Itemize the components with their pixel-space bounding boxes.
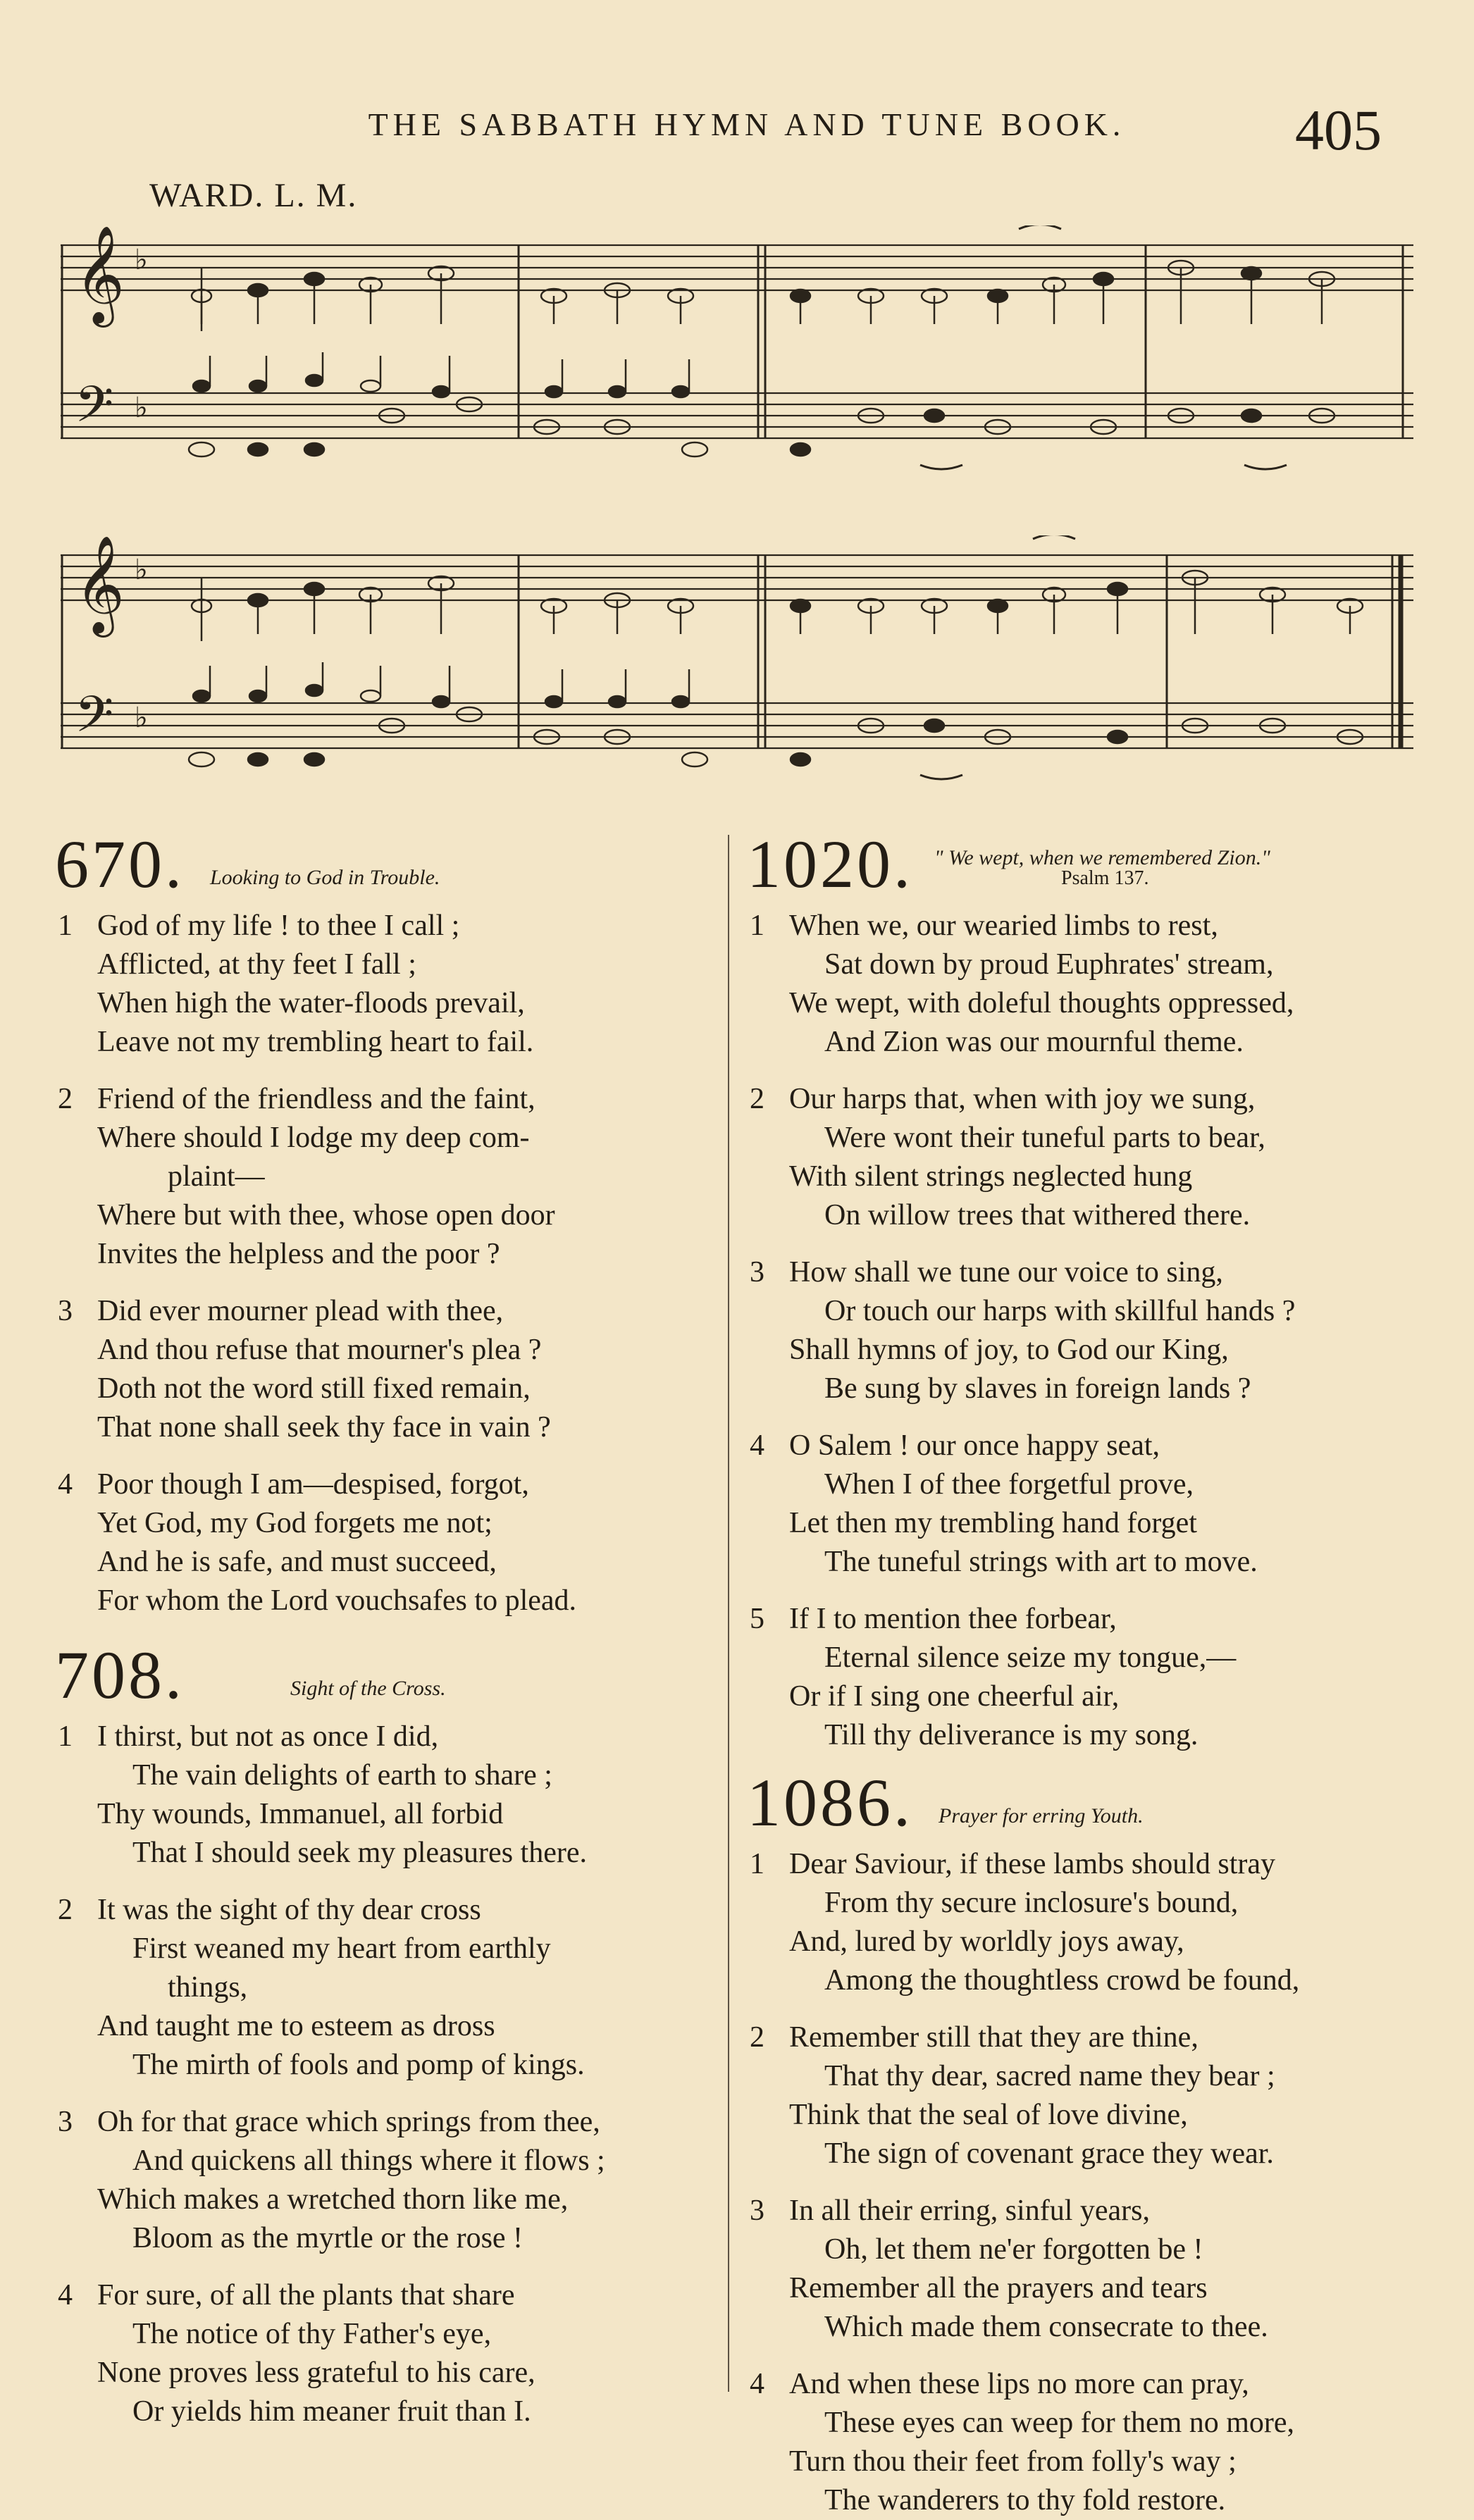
- verse-line: When I of thee forgetful prove,: [824, 1468, 1194, 1501]
- verse-line: O Salem ! our once happy seat,: [789, 1429, 1160, 1462]
- verse-line: The tuneful strings with art to move.: [824, 1546, 1258, 1578]
- hymn-number: 1086.: [747, 1765, 913, 1840]
- hymn-heading: [747, 826, 1402, 902]
- svg-text:♭: ♭: [135, 244, 148, 276]
- verse-line: Or yields him meaner fruit than I.: [132, 2395, 531, 2428]
- hymn-708: [55, 1639, 710, 2431]
- hymn-1086: [747, 1766, 1402, 2520]
- hymn-subtitle: Sight of the Cross.: [290, 1677, 446, 1700]
- verse-line: And thou refuse that mourner's plea ?: [97, 1334, 542, 1366]
- verse-line: For whom the Lord vouchsafes to plead.: [97, 1584, 577, 1617]
- verse-line: Or touch our harps with skillful hands ?: [824, 1295, 1296, 1327]
- verse: [747, 1845, 1402, 2000]
- score-svg-1: [61, 225, 1413, 479]
- verse-line: Or if I sing one cheerful air,: [789, 1680, 1120, 1713]
- verse-number: 3: [750, 1256, 764, 1289]
- verse-line: From thy secure inclosure's bound,: [824, 1887, 1239, 1919]
- verse-line: Remember still that they are thine,: [789, 2021, 1199, 2054]
- verse: [747, 1080, 1402, 1235]
- verse-line: Leave not my trembling heart to fail.: [97, 1026, 534, 1058]
- svg-text:♭: ♭: [135, 702, 148, 734]
- page-number: 405: [1295, 98, 1382, 162]
- verse-number: 3: [58, 1295, 73, 1327]
- verse-number: 5: [750, 1603, 764, 1635]
- verse-line: First weaned my heart from earthly: [132, 1932, 551, 1965]
- verse-number: 1: [58, 910, 73, 942]
- verse-line: If I to mention thee forbear,: [789, 1603, 1117, 1635]
- verse-number: 1: [750, 910, 764, 942]
- verse-line: Yet God, my God forgets me not;: [97, 1507, 493, 1539]
- verse-line: Eternal silence seize my tongue,—: [824, 1641, 1237, 1674]
- verse-line: The mirth of fools and pomp of kings.: [132, 2049, 585, 2081]
- verse-line: With silent strings neglected hung: [789, 1160, 1193, 1193]
- verse-number: 3: [750, 2195, 764, 2227]
- hymn-heading: [55, 826, 710, 902]
- verse-line: It was the sight of thy dear cross: [97, 1894, 481, 1926]
- verse-line: Afflicted, at thy feet I fall ;: [97, 948, 416, 981]
- verse-line: Where but with thee, whose open door: [97, 1199, 555, 1231]
- verse-line: Which made them consecrate to thee.: [824, 2311, 1268, 2343]
- left-column: [55, 828, 710, 2431]
- verse-line: These eyes can weep for them no more,: [824, 2407, 1295, 2439]
- verse-line: God of my life ! to thee I call ;: [97, 910, 460, 942]
- verse-line: How shall we tune our voice to sing,: [789, 1256, 1223, 1289]
- verse-line: Friend of the friendless and the faint,: [97, 1083, 535, 1115]
- verse-line: Did ever mourner plead with thee,: [97, 1295, 504, 1327]
- verse-line: And he is safe, and must succeed,: [97, 1546, 497, 1578]
- verse: [747, 2365, 1402, 2520]
- verse-line: None proves less grateful to his care,: [97, 2357, 535, 2389]
- verse-line: And Zion was our mournful theme.: [824, 1026, 1244, 1058]
- svg-text:𝄢: 𝄢: [75, 685, 114, 756]
- verse: [747, 907, 1402, 1062]
- verse-number: 4: [750, 1429, 764, 1462]
- verse-number: 4: [58, 2279, 73, 2311]
- verse-line: Oh, let them ne'er forgotten be !: [824, 2233, 1203, 2266]
- verse-number: 2: [750, 2021, 764, 2054]
- verse-line: Dear Saviour, if these lambs should stray: [789, 1848, 1276, 1880]
- verse-line: The vain delights of earth to share ;: [132, 1759, 552, 1792]
- hymn-670: [55, 828, 710, 1620]
- verse-line: Poor though I am—despised, forgot,: [97, 1468, 529, 1501]
- svg-text:𝄞: 𝄞: [75, 225, 125, 323]
- svg-text:♭: ♭: [135, 392, 148, 424]
- hymn-heading: [747, 1765, 1402, 1840]
- music-score-system-1: [61, 225, 1413, 479]
- verse-line: That thy dear, sacred name they bear ;: [824, 2060, 1275, 2092]
- hymn-number: 670.: [55, 826, 185, 902]
- verse: [747, 1427, 1402, 1582]
- verse-line: Oh for that grace which springs from thee,: [97, 2106, 600, 2138]
- column-divider: [728, 835, 729, 2392]
- verse: [55, 1292, 710, 1447]
- verse-line: I thirst, but not as once I did,: [97, 1720, 439, 1753]
- hymn-subtitle: Prayer for erring Youth.: [939, 1804, 1144, 1827]
- verse: [747, 2018, 1402, 2173]
- verse-number: 1: [750, 1848, 764, 1880]
- verse: [55, 907, 710, 1062]
- verse-line: And quickens all things where it flows ;: [132, 2145, 605, 2177]
- verse-line: Among the thoughtless crowd be found,: [824, 1964, 1300, 1997]
- verse-number: 2: [58, 1894, 73, 1926]
- verse: [55, 1465, 710, 1620]
- verse-line: We wept, with doleful thoughts oppressed,: [789, 987, 1294, 1019]
- hymn-heading: [55, 1637, 710, 1713]
- svg-text:𝄞: 𝄞: [75, 535, 125, 633]
- verse-line: Turn thou their feet from folly's way ;: [789, 2445, 1237, 2478]
- verse-line: And when these lips no more can pray,: [789, 2368, 1249, 2400]
- verse-line: Which makes a wretched thorn like me,: [97, 2183, 569, 2216]
- verse-line: things,: [168, 1971, 248, 2004]
- svg-text:𝄢: 𝄢: [75, 375, 114, 446]
- verse-line: The wanderers to thy fold restore.: [824, 2484, 1226, 2516]
- verse-line: In all their erring, sinful years,: [789, 2195, 1150, 2227]
- right-column: [747, 828, 1402, 2520]
- verse-line: Sat down by proud Euphrates' stream,: [824, 948, 1274, 981]
- hymn-1020: [747, 828, 1402, 1755]
- music-score-system-2: [61, 535, 1413, 789]
- verse-number: 4: [58, 1468, 73, 1501]
- verse-number: 3: [58, 2106, 73, 2138]
- verse-line: Bloom as the myrtle or the rose !: [132, 2222, 524, 2254]
- verse-line: On willow trees that withered there.: [824, 1199, 1251, 1231]
- running-head: THE SABBATH HYMN AND TUNE BOOK.: [368, 106, 1126, 142]
- verse-line: Our harps that, when with joy we sung,: [789, 1083, 1256, 1115]
- verse: [55, 2103, 710, 2258]
- verse-line: The sign of covenant grace they wear.: [824, 2137, 1274, 2170]
- verse: [55, 1080, 710, 1274]
- verse: [55, 1718, 710, 1873]
- verse-line: And, lured by worldly joys away,: [789, 1925, 1184, 1958]
- hymn-subtitle: " We wept, when we remembered Zion.": [934, 846, 1270, 869]
- verse-line: And taught me to esteem as dross: [97, 2010, 495, 2042]
- svg-text:♭: ♭: [135, 554, 148, 586]
- verse-line: Were wont their tuneful parts to bear,: [824, 1122, 1265, 1154]
- verse-line: Shall hymns of joy, to God our King,: [789, 1334, 1229, 1366]
- verse-number: 2: [58, 1083, 73, 1115]
- verse: [747, 2192, 1402, 2347]
- verse-line: plaint—: [168, 1160, 265, 1193]
- verse: [747, 1253, 1402, 1408]
- verse-line: Remember all the prayers and tears: [789, 2272, 1208, 2304]
- score-svg-2: [61, 535, 1413, 789]
- verse-line: When we, our wearied limbs to rest,: [789, 910, 1218, 942]
- verse-number: 4: [750, 2368, 764, 2400]
- verse-line: That none shall seek thy face in vain ?: [97, 1411, 551, 1444]
- verse-line: That I should seek my pleasures there.: [132, 1837, 587, 1869]
- verse: [55, 1891, 710, 2085]
- hymn-number: 708.: [55, 1637, 185, 1713]
- verse-line: For sure, of all the plants that share: [97, 2279, 515, 2311]
- verse-line: Invites the helpless and the poor ?: [97, 1238, 500, 1270]
- hymn-subtitle: Looking to God in Trouble.: [210, 866, 440, 889]
- verse-line: The notice of thy Father's eye,: [132, 2318, 492, 2350]
- verse-line: Till thy deliverance is my song.: [824, 1719, 1199, 1751]
- verse-line: Doth not the word still fixed remain,: [97, 1372, 531, 1405]
- verse-line: Be sung by slaves in foreign lands ?: [824, 1372, 1251, 1405]
- verse: [55, 2276, 710, 2431]
- scripture-reference: Psalm 137.: [1061, 867, 1149, 889]
- verse-line: When high the water-floods prevail,: [97, 987, 525, 1019]
- tune-title: WARD. L. M.: [149, 177, 358, 214]
- verse-line: Thy wounds, Immanuel, all forbid: [97, 1798, 504, 1830]
- verse-line: Think that the seal of love divine,: [789, 2099, 1188, 2131]
- verse-line: Let then my trembling hand forget: [789, 1507, 1197, 1539]
- verse: [747, 1600, 1402, 1755]
- verse-number: 2: [750, 1083, 764, 1115]
- hymn-number: 1020.: [747, 826, 913, 902]
- verse-number: 1: [58, 1720, 73, 1753]
- verse-line: Where should I lodge my deep com-: [97, 1122, 530, 1154]
